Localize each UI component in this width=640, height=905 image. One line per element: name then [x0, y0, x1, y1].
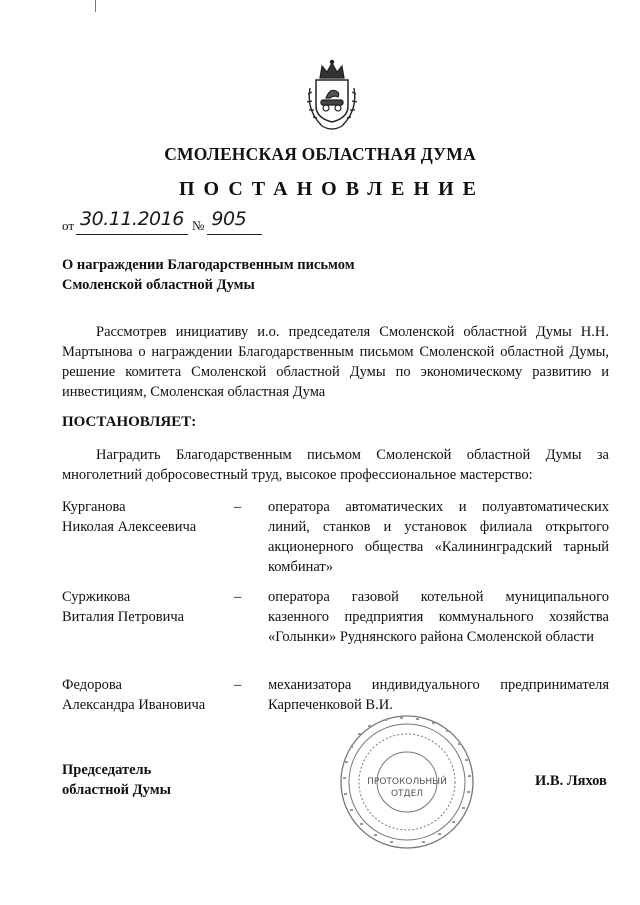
resolves-heading: ПОСТАНОВЛЯЕТ: — [62, 414, 197, 430]
handwritten-date: 30.11.2016 — [80, 208, 184, 230]
organization-name: СМОЛЕНСКАЯ ОБЛАСТНАЯ ДУМА — [164, 144, 476, 164]
coat-of-arms-emblem — [300, 58, 364, 138]
awardee-surname: Курганова — [62, 499, 126, 515]
subject-line: Смоленской областной Думы — [62, 277, 255, 293]
awardee-position: оператора газовой котельной муниципального казенного предприятия коммунального хозяйства «Голынки» Руднянского района Смоленской области — [268, 589, 609, 645]
signatory-title-line: областной Думы — [62, 782, 171, 798]
awardee-position: оператора автоматических и полуавтоматических линий, станков и установок филиала открытого акционерного общества «Калининградский тарный комбинат» — [268, 499, 609, 575]
stamp-text — [362, 776, 452, 800]
signatory-title — [62, 760, 171, 800]
stamp-text-line: ПРОТОКОЛЬНЫЙ — [367, 777, 447, 787]
handwritten-number: 905 — [211, 208, 247, 230]
date-prefix: от — [62, 218, 75, 233]
number-label: № — [192, 218, 205, 233]
stamp-text-line: ОТДЕЛ — [390, 789, 424, 799]
document-type: ПОСТАНОВЛЕНИЕ — [179, 178, 485, 200]
preamble-paragraph: Рассмотрев инициативу и.о. председателя Смоленской областной Думы Н.Н. Мартынова о награждении Благодарственным письмом Смоленской областной Думы, решение комитета Смоленской областной Думы по экономическому развитию и инвестициям, Смоленская областная Дума — [62, 324, 609, 400]
awardee-surname: Федорова — [62, 677, 122, 693]
awardee-dash: – — [234, 677, 242, 693]
awardee-dash: – — [234, 499, 242, 515]
subject-line: О награждении Благодарственным письмом — [62, 257, 355, 273]
awardee-name — [62, 587, 184, 627]
awardee-given-names: Александра Ивановича — [62, 697, 206, 713]
award-paragraph: Наградить Благодарственным письмом Смоленской областной Думы за многолетний добросовестный труд, высокое профессиональное мастерство: — [62, 447, 609, 483]
dateline — [62, 208, 262, 235]
awardee-name — [62, 675, 205, 715]
awardee-dash: – — [234, 589, 242, 605]
subject-heading — [62, 255, 355, 295]
awardee-surname: Суржикова — [62, 589, 131, 605]
awardee-name — [62, 497, 196, 537]
signatory-name: И.В. Ляхов — [535, 773, 607, 789]
scan-edge-mark — [95, 0, 96, 12]
awardee-position: механизатора индивидуального предпринимателя Карпеченковой В.И. — [268, 677, 609, 713]
awardee-given-names: Виталия Петровича — [62, 609, 185, 625]
awardee-given-names: Николая Алексеевича — [62, 519, 197, 535]
signatory-title-line: Председатель — [62, 762, 152, 778]
